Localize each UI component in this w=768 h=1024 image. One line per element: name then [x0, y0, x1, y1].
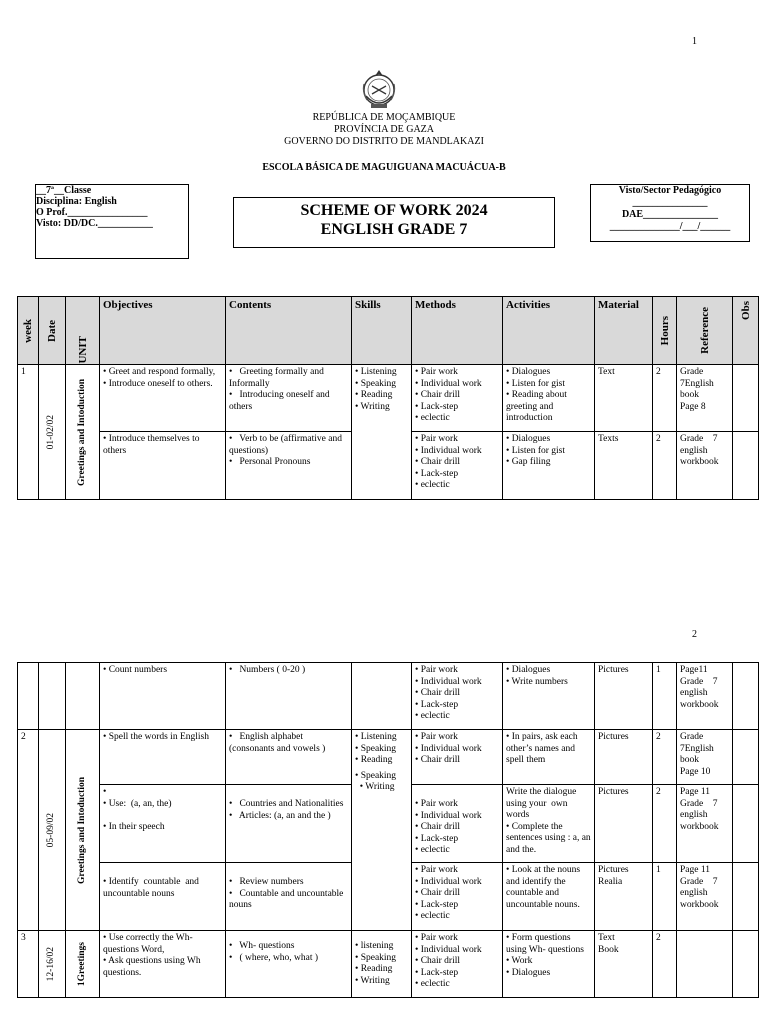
- week-date: [39, 663, 66, 730]
- col-contents: Contents: [226, 297, 352, 365]
- page-number: 2: [692, 629, 697, 640]
- objectives-cell: • Identify countable and uncountable nouns: [100, 863, 226, 931]
- methods-cell: • Pair work • Individual work • Chair drill • Lack-step • eclectic: [412, 432, 503, 500]
- col-skills: Skills: [352, 297, 412, 365]
- week-number: 1: [18, 365, 39, 500]
- contents-cell: • Verb to be (affirmative and questions) • Personal Pronouns: [226, 432, 352, 500]
- obs-cell: [733, 432, 759, 500]
- obs-cell: [733, 785, 759, 863]
- approval-line: Visto: DD/DC.___________: [36, 218, 153, 229]
- hours-cell: 2: [653, 785, 677, 863]
- week-unit-label: 1Greetings: [76, 941, 87, 987]
- activities-cell: • In pairs, ask each other’s names and spell them: [503, 730, 595, 785]
- school-name: ESCOLA BÁSICA DE MAGUIGUANA MACUÁCUA-B: [262, 162, 506, 173]
- col-hours-label: Hours: [658, 315, 671, 346]
- reference-cell: Page11 Grade 7 english workbook: [677, 663, 733, 730]
- col-date: [39, 297, 66, 365]
- week-number: 3: [18, 931, 39, 998]
- col-reference: [677, 297, 733, 365]
- table-row: [18, 663, 759, 730]
- week-date: [39, 931, 66, 998]
- header-district: GOVERNO DO DISTRITO DE MANDLAKAZI: [284, 136, 484, 147]
- hours-cell: 2: [653, 931, 677, 998]
- col-methods: Methods: [412, 297, 503, 365]
- hours-cell: 2: [653, 365, 677, 432]
- hours-cell: 1: [653, 663, 677, 730]
- activities-cell: • Dialogues • Listen for gist • Reading about greeting and introduction: [503, 365, 595, 432]
- methods-cell: • Pair work • Individual work • Chair drill • Lack-step • eclectic: [412, 863, 503, 931]
- week-unit: [66, 730, 100, 931]
- week-unit: [66, 663, 100, 730]
- methods-cell: • Pair work • Individual work • Chair drill • Lack-step • eclectic: [412, 785, 503, 863]
- week-unit: [66, 931, 100, 998]
- contents-cell: • Greeting formally and Informally • Introducing oneself and others: [226, 365, 352, 432]
- contents-cell: • English alphabet (consonants and vowels ): [226, 730, 352, 785]
- reference-cell: Page 11 Grade 7 english workbook: [677, 863, 733, 931]
- col-week-label: week: [22, 318, 34, 343]
- contents-cell: • Countries and Nationalities • Articles: (a, an and the ): [226, 785, 352, 863]
- col-hours: [653, 297, 677, 365]
- methods-cell: • Pair work • Individual work • Chair drill • Lack-step • eclectic: [412, 365, 503, 432]
- col-date-label: Date: [46, 319, 58, 342]
- dae-line: DAE_______________: [621, 209, 719, 220]
- col-week: [18, 297, 39, 365]
- week-date-label: 05-09/02: [46, 812, 57, 848]
- hours-cell: 2: [653, 432, 677, 500]
- class-info-box: [35, 184, 189, 259]
- contents-cell: • Review numbers • Countable and uncountable nouns: [226, 863, 352, 931]
- teacher-line: O Prof.________________: [36, 207, 148, 218]
- material-cell: Text: [595, 365, 653, 432]
- hours-cell: 1: [653, 863, 677, 931]
- date-line: ______________/___/______: [609, 221, 731, 232]
- skills-cell: [352, 663, 412, 730]
- obs-cell: [733, 663, 759, 730]
- objectives-cell: • Greet and respond formally, • Introduce oneself to others.: [100, 365, 226, 432]
- methods-cell: • Pair work • Individual work • Chair drill • Lack-step • eclectic: [412, 663, 503, 730]
- objectives-cell: • Use correctly the Wh- questions Word, • Ask questions using Wh questions.: [100, 931, 226, 998]
- skills-list: • Listening • Speaking • Reading: [355, 732, 397, 765]
- reference-cell: Grade 7English book Page 10: [677, 730, 733, 785]
- week-date-label: 12-16/02: [46, 946, 57, 982]
- activities-cell: • Dialogues • Write numbers: [503, 663, 595, 730]
- week-unit-label: Greetings and Intoduction: [76, 378, 87, 486]
- scheme-table-page1: [17, 296, 759, 500]
- material-cell: Pictures: [595, 663, 653, 730]
- reference-cell: Grade 7 english workbook: [677, 432, 733, 500]
- title-box: [233, 197, 555, 248]
- class-line: __7ª__Classe: [36, 185, 92, 196]
- obs-cell: [733, 365, 759, 432]
- material-cell: Text Book: [595, 931, 653, 998]
- activities-cell: • Look at the nouns and identify the countable and uncountable nouns.: [503, 863, 595, 931]
- reference-cell: Page 11 Grade 7 english workbook: [677, 785, 733, 863]
- scheme-table-page2: [17, 662, 759, 998]
- activities-cell: Write the dialogue using your own words • Complete the sentences using : a, an and the.: [503, 785, 595, 863]
- week-date: [39, 730, 66, 931]
- reference-cell: Grade 7English book Page 8: [677, 365, 733, 432]
- obs-cell: [733, 730, 759, 785]
- objectives-cell: • Introduce themselves to others: [100, 432, 226, 500]
- week-date-label: 01-02/02: [46, 414, 57, 450]
- hours-cell: 2: [653, 730, 677, 785]
- col-unit-label: UNIT: [76, 336, 89, 364]
- table-row: [18, 365, 759, 432]
- col-unit: [66, 297, 100, 365]
- methods-cell: • Pair work • Individual work • Chair drill • Lack-step • eclectic: [412, 931, 503, 998]
- objectives-cell: • Spell the words in English: [100, 730, 226, 785]
- week-number: [18, 663, 39, 730]
- table-row: [18, 730, 759, 785]
- week-number: 2: [18, 730, 39, 931]
- col-activities: Activities: [503, 297, 595, 365]
- signature-line: _______________: [632, 197, 708, 208]
- col-objectives: Objectives: [100, 297, 226, 365]
- approval-title: Visto/Sector Pedagógico: [618, 185, 722, 196]
- material-cell: Texts: [595, 432, 653, 500]
- objectives-cell: • • Use: (a, an, the) • In their speech: [100, 785, 226, 863]
- reference-cell: [677, 931, 733, 998]
- contents-cell: • Numbers ( 0-20 ): [226, 663, 352, 730]
- subject-line: Disciplina: English: [36, 196, 117, 207]
- header-province: PROVÍNCIA DE GAZA: [334, 124, 434, 135]
- activities-cell: • Form questions using Wh- questions • Work • Dialogues: [503, 931, 595, 998]
- col-obs-label: Obs: [739, 301, 752, 320]
- document-title: SCHEME OF WORK 2024: [300, 202, 488, 219]
- coat-of-arms-emblem: [358, 66, 400, 112]
- col-reference-label: Reference: [698, 307, 711, 354]
- week-unit: [66, 365, 100, 500]
- week-unit-label: Greetings and Intoduction: [76, 776, 87, 884]
- contents-cell: • Wh- questions • ( where, who, what ): [226, 931, 352, 998]
- skills-cell: • Listening • Speaking • Reading • Writing: [352, 365, 412, 500]
- table-row: [18, 931, 759, 998]
- skills-list: • Speaking • Writing: [355, 770, 397, 792]
- pedagogical-approval-box: [590, 184, 750, 242]
- activities-cell: • Dialogues • Listen for gist • Gap filing: [503, 432, 595, 500]
- material-cell: Pictures: [595, 730, 653, 785]
- obs-cell: [733, 931, 759, 998]
- skills-cell: [352, 730, 412, 931]
- skills-cell: • listening • Speaking • Reading • Writing: [352, 931, 412, 998]
- material-cell: Pictures Realia: [595, 863, 653, 931]
- week-date: [39, 365, 66, 500]
- obs-cell: [733, 863, 759, 931]
- page-number: 1: [692, 36, 697, 47]
- objectives-cell: • Count numbers: [100, 663, 226, 730]
- methods-cell: • Pair work • Individual work • Chair drill: [412, 730, 503, 785]
- material-cell: Pictures: [595, 785, 653, 863]
- col-obs: [733, 297, 759, 365]
- document-subtitle: ENGLISH GRADE 7: [320, 221, 468, 238]
- col-material: Material: [595, 297, 653, 365]
- header-republic: REPÚBLICA DE MOÇAMBIQUE: [312, 112, 456, 123]
